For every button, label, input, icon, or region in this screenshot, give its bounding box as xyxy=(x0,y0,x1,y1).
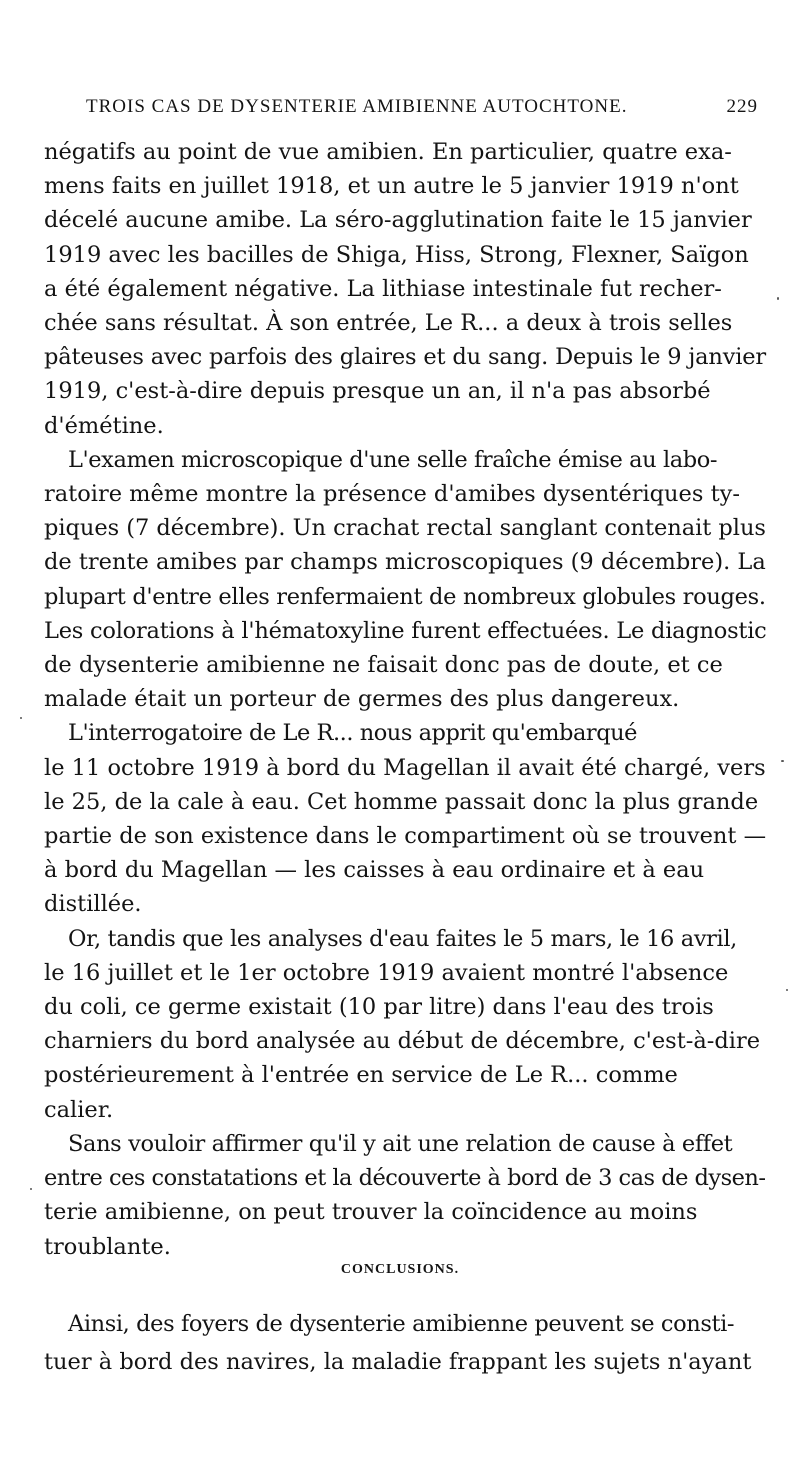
text-line: Sans vouloir affirmer qu'il y ait une relation de cause à effet xyxy=(68,1130,733,1157)
text-line: 1919 avec les bacilles de Shiga, Hiss, Strong, Flexner, Saïgon xyxy=(44,241,749,268)
text-line: Ainsi, des foyers de dysenterie amibienne peuvent se consti- xyxy=(68,1311,735,1337)
text-line: négatifs au point de vue amibien. En particulier, quatre exa- xyxy=(44,139,732,165)
text-line: malade était un porteur de germes des plus dangereux. xyxy=(44,686,680,713)
text-line: chée sans résultat. À son entrée, Le R... a deux à trois selles xyxy=(44,310,733,337)
text-line: d'émétine. xyxy=(44,412,164,439)
paragraph-2 xyxy=(44,443,766,717)
text-line: L'interrogatoire de Le R... nous apprit qu'embarqué xyxy=(68,720,637,747)
print-speck xyxy=(20,717,22,719)
page-number: 229 xyxy=(726,96,758,117)
final-paragraph xyxy=(44,1305,766,1381)
running-head xyxy=(30,96,770,126)
paragraph-3 xyxy=(44,716,766,921)
text-line: tuer à bord des navires, la maladie frappant les sujets n'ayant xyxy=(44,1349,752,1375)
text-line: du coli, ce germe existait (10 par litre) dans l'eau des trois xyxy=(44,994,714,1021)
text-line: ratoire même montre la présence d'amibes dysentériques ty- xyxy=(44,481,740,508)
body-text xyxy=(44,135,766,1264)
text-line: terie amibienne, on peut trouver la coïncidence au moins xyxy=(44,1199,698,1226)
paragraph-1 xyxy=(44,135,766,443)
text-line: à bord du Magellan — les caisses à eau ordinaire et à eau xyxy=(44,857,705,884)
paragraph-5 xyxy=(44,1127,766,1264)
text-line: le 11 octobre 1919 à bord du Magellan il avait été chargé, vers xyxy=(44,754,766,781)
text-line: partie de son existence dans le compartiment où se trouvent — xyxy=(44,823,767,850)
print-speck xyxy=(777,297,779,300)
text-line: mens faits en juillet 1918, et un autre le 5 janvier 1919 n'ont xyxy=(44,173,739,200)
print-speck xyxy=(781,760,784,762)
text-line: le 25, de la cale à eau. Cet homme passait donc la plus grande xyxy=(44,788,759,815)
text-line: troublante. xyxy=(44,1233,171,1260)
text-line: 1919, c'est-à-dire depuis presque un an, il n'a pas absorbé xyxy=(44,378,711,405)
text-line: de dysenterie amibienne ne faisait donc pas de doute, et ce xyxy=(44,652,723,679)
text-line: Les colorations à l'hématoxyline furent effectuées. Le diagnostic xyxy=(44,617,767,644)
text-line: L'examen microscopique d'une selle fraîche émise au labo- xyxy=(68,446,718,473)
text-line: distillée. xyxy=(44,891,142,918)
print-speck xyxy=(786,989,788,991)
text-line: Or, tandis que les analyses d'eau faites le 5 mars, le 16 avril, xyxy=(68,925,737,952)
section-heading-conclusions: CONCLUSIONS. xyxy=(340,1262,460,1277)
text-line: entre ces constatations et la découverte à bord de 3 cas de dysen- xyxy=(44,1165,766,1192)
text-line: décelé aucune amibe. La séro-agglutination faite le 15 janvier xyxy=(44,207,752,234)
text-line: charniers du bord analysée au début de décembre, c'est-à-dire xyxy=(44,1028,761,1055)
text-line: plupart d'entre elles renfermaient de nombreux globules rouges. xyxy=(44,583,766,610)
print-speck xyxy=(30,1188,32,1190)
text-line: le 16 juillet et le 1er octobre 1919 avaient montré l'absence xyxy=(44,959,729,986)
text-line: pâteuses avec parfois des glaires et du sang. Depuis le 9 janvier xyxy=(44,344,767,371)
text-line: piques (7 décembre). Un crachat rectal sanglant contenait plus xyxy=(44,515,766,542)
text-line: calier. xyxy=(44,1096,114,1123)
text-line: postérieurement à l'entrée en service de Le R... comme xyxy=(44,1062,678,1089)
text-line: de trente amibes par champs microscopiques (9 décembre). La xyxy=(44,549,766,576)
text-line: a été également négative. La lithiase intestinale fut recher- xyxy=(44,275,722,302)
paragraph-4 xyxy=(44,922,766,1127)
running-head-title: TROIS CAS DE DYSENTERIE AMIBIENNE AUTOCHTONE. xyxy=(86,96,628,117)
